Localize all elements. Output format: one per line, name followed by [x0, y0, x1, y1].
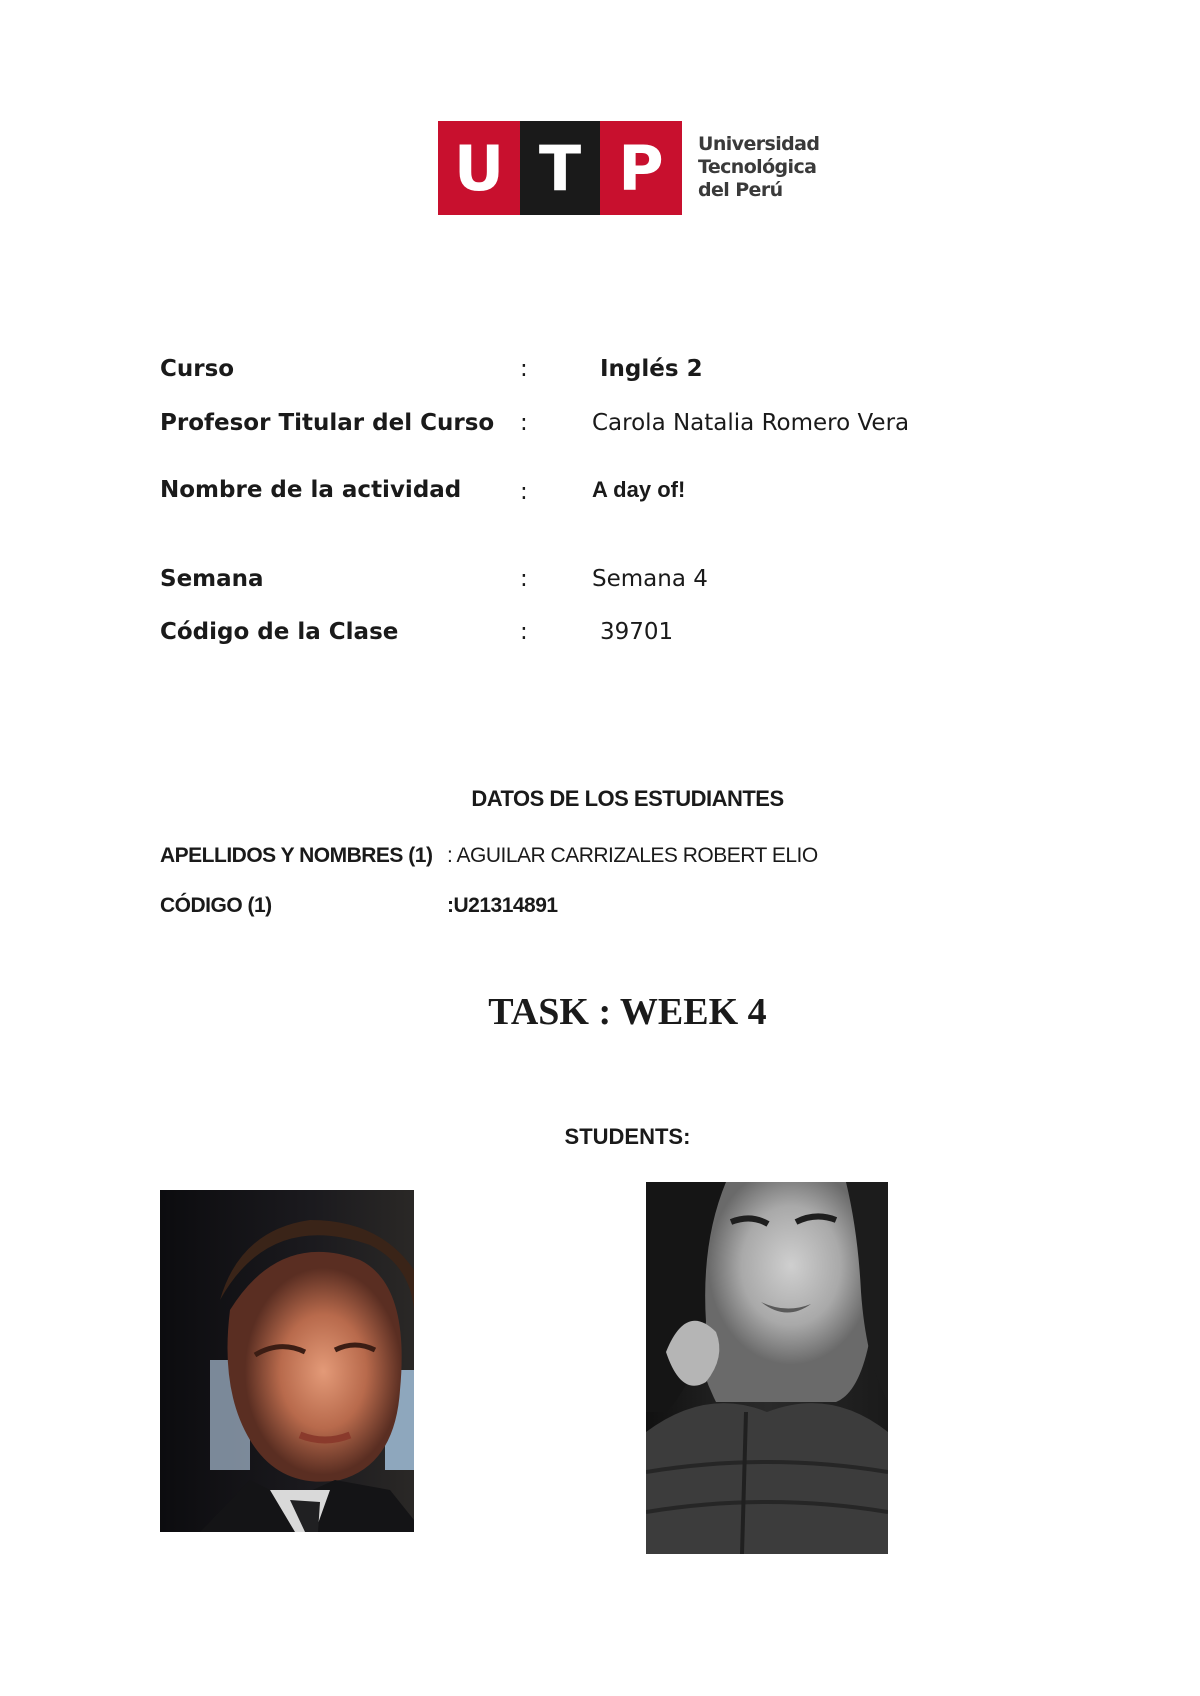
- info-sep: :: [520, 479, 528, 505]
- logo-university-name: Universidad Tecnológica del Perú: [698, 133, 820, 201]
- info-label-codigo-clase: Código de la Clase: [160, 619, 399, 645]
- task-title: TASK : WEEK 4: [488, 991, 767, 1033]
- info-label-profesor: Profesor Titular del Curso: [160, 410, 495, 436]
- student-photo-2: [646, 1182, 888, 1554]
- info-value-actividad: A day of!: [592, 477, 686, 502]
- info-sep: :: [520, 619, 528, 645]
- student-name-value: : AGUILAR CARRIZALES ROBERT ELIO: [447, 844, 818, 867]
- logo-letter-p: P: [600, 121, 682, 215]
- student-code-value: :U21314891: [447, 894, 558, 917]
- students-data-heading: DATOS DE LOS ESTUDIANTES: [471, 786, 784, 811]
- info-value-curso: Inglés 2: [600, 356, 703, 382]
- info-label-semana: Semana: [160, 566, 264, 592]
- info-sep: :: [520, 410, 528, 436]
- info-value-semana: Semana 4: [592, 566, 708, 592]
- student-code-label: CÓDIGO (1): [160, 894, 272, 917]
- logo-letter-u: U: [438, 121, 520, 215]
- info-label-actividad: Nombre de la actividad: [160, 477, 462, 503]
- students-heading: STUDENTS:: [564, 1124, 691, 1149]
- info-sep: :: [520, 356, 528, 382]
- info-label-curso: Curso: [160, 356, 235, 382]
- utp-logo: [438, 121, 818, 215]
- info-sep: :: [520, 566, 528, 592]
- student-name-label: APELLIDOS Y NOMBRES (1): [160, 844, 433, 867]
- info-value-codigo-clase: 39701: [600, 619, 674, 645]
- student-photo-1: [160, 1190, 414, 1532]
- logo-letter-t: T: [520, 121, 600, 215]
- info-value-profesor: Carola Natalia Romero Vera: [592, 410, 910, 436]
